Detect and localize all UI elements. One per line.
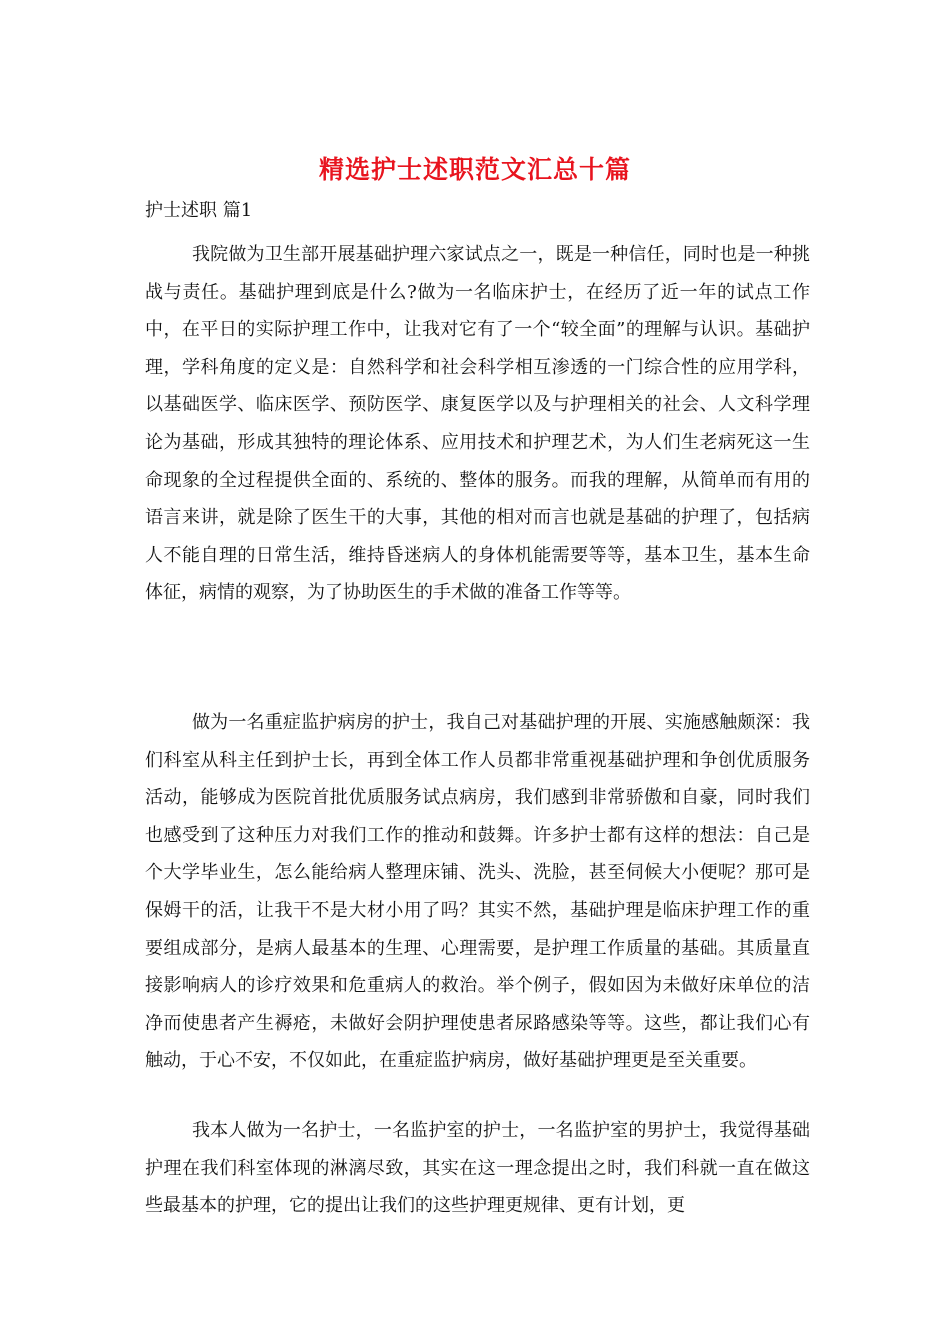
- section-heading: 护士述职 篇1: [145, 200, 253, 221]
- paragraph-2: 做为一名重症监护病房的护士，我自己对基础护理的开展、实施感触颇深：我们科室从科主任到护士长，再到全体工作人员都非常重视基础护理和争创优质服务活动，能够成为医院首批优质服务试点病房，我们感到非常骄傲和自豪，同时我们也感受到了这种压力对我们工作的推动和鼓舞。许多护士都有这样的想法：自己是个大学毕业生，怎么能给病人整理床铺、洗头、洗脸，甚至伺候大小便呢？那可是保姆干的活，让我干不是大材小用了吗？其实不然，基础护理是临床护理工作的重要组成部分，是病人最基本的生理、心理需要，是护理工作质量的基础。其质量直接影响病人的诊疗效果和危重病人的救治。举个例子，假如因为未做好床单位的洁净而使患者产生褥疮，未做好会阴护理使患者尿路感染等等。这些，都让我们心有触动，于心不安，不仅如此，在重症监护病房，做好基础护理更是至关重要。: [145, 712, 810, 1072]
- paragraph-3: 我本人做为一名护士，一名监护室的护士，一名监护室的男护士，我觉得基础护理在我们科室体现的淋漓尽致，其实在这一理念提出之时，我们科就一直在做这些最基本的护理，它的提出让我们的这些护理更规律、更有计划，更: [145, 1120, 810, 1217]
- paragraph-1: 我院做为卫生部开展基础护理六家试点之一，既是一种信任，同时也是一种挑战与责任。基础护理到底是什么?做为一名临床护士，在经历了近一年的试点工作中，在平日的实际护理工作中，让我对它有了一个“较全面”的理解与认识。基础护理，学科角度的定义是：自然科学和社会科学相互渗透的一门综合性的应用学科，以基础医学、临床医学、预防医学、康复医学以及与护理相关的社会、人文科学理论为基础，形成其独特的理论体系、应用技术和护理艺术，为人们生老病死这一生命现象的全过程提供全面的、系统的、整体的服务。而我的理解，从简单而有用的语言来讲，就是除了医生干的大事，其他的相对而言也就是基础的护理了，包括病人不能自理的日常生活，维持昏迷病人的身体机能需要等等，基本卫生，基本生命体征，病情的观察，为了协助医生的手术做的准备工作等等。: [145, 244, 810, 604]
- document-title: 精选护士述职范文汇总十篇: [318, 155, 631, 184]
